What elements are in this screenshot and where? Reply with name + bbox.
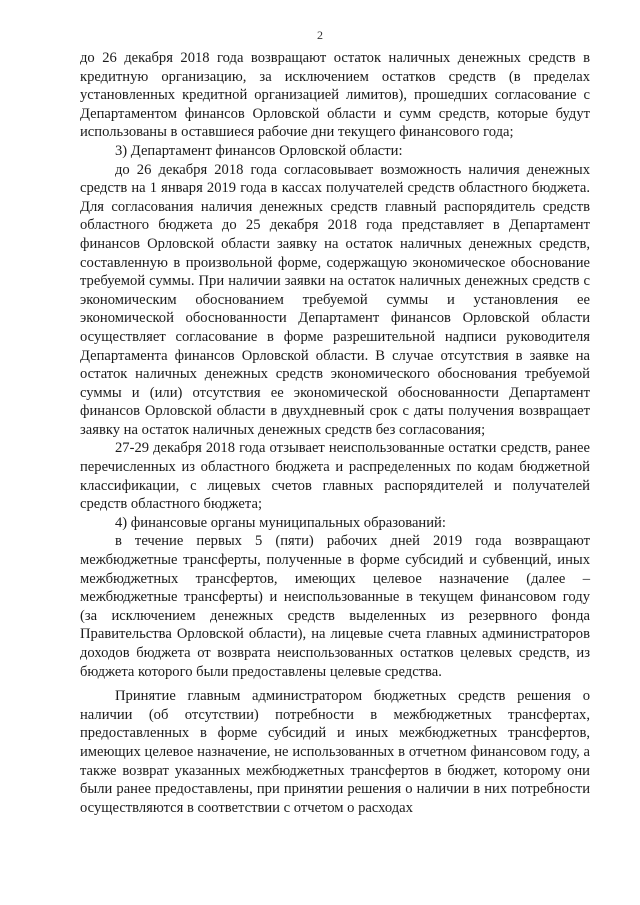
page-number: 2 bbox=[317, 28, 323, 42]
paragraph-transfers-return: в течение первых 5 (пяти) рабочих дней 2019 года возвращают межбюджетные трансферты, полученные в форме субсидий и субвенций, иных межбюджетных трансфертов, имеющих целевое назначение (далее – межбюджетные трансферты) и неиспользованные в текущем финансовом году (за исключением денежных средств выделенных из резервного фонда Правительства Орловской области), на лицевые счета главных администраторов доходов бюджета от возврата неиспользованных остатков целевых средств, из бюджета которого были предоставлены целевые средства. bbox=[80, 533, 590, 680]
paragraph-decision: Принятие главным администратором бюджетных средств решения о наличии (об отсутствии) потребности в межбюджетных трансфертах, предоставленных в форме субсидий и иных межбюджетных трансфертов, имеющих целевое назначение, не использованных в отчетном финансовом году, а также возврат указанных межбюджетных трансфертов в бюджет, которому они были ранее предоставлены, при принятии решения о наличии в них потребности осуществляются в соответствии с отчетом о расходах bbox=[80, 688, 590, 816]
paragraph-cash-return: до 26 декабря 2018 года возвращают остаток наличных денежных средств в кредитную организацию, за исключением остатков средств (в пределах установленных кредитной организацией лимитов), прошедших согласование с Департаментом финансов Орловской области и сумм средств, которые будут использованы в оставшиеся рабочие дни текущего финансового года; bbox=[80, 50, 590, 141]
paragraph-cash-approval: до 26 декабря 2018 года согласовывает возможность наличия денежных средств на 1 января 2019 года в кассах получателей средств областного бюджета. Для согласования наличия денежных средств главный распорядитель средств областного бюджета до 25 декабря 2018 года представляет в Департамент финансов Орловской области заявку на остаток наличных денежных средств, составленную в произвольной форме, содержащую экономическое обоснование требуемой суммы. При наличии заявки на остаток наличных денежных средств с экономическим обоснованием требуемой суммы и установления ее экономической обоснованности Департамент финансов Орловской области осуществляет согласование в форме разрешительной надписи руководителя Департамента финансов Орловской области. В случае отсутствия в заявке на остаток наличных денежных средств экономического обоснования требуемой суммы и (или) отсутствия ее экономической обоснованности Департамент финансов Орловской области в двухдневный срок с даты получения возвращает заявку на остаток наличных денежных средств без согласования; bbox=[80, 161, 590, 438]
paragraph-funds-recall: 27-29 декабря 2018 года отзывает неиспользованные остатки средств, ранее перечисленных из областного бюджета и распределенных по кодам бюджетной классификации, с лицевых счетов главных распорядителей и получателей средств областного бюджета; bbox=[80, 440, 590, 513]
paragraph-item-4-heading: 4) финансовые органы муниципальных образований: bbox=[115, 514, 446, 531]
document-body bbox=[80, 49, 590, 817]
paragraph-item-3-heading: 3) Департамент финансов Орловской области: bbox=[115, 142, 403, 159]
